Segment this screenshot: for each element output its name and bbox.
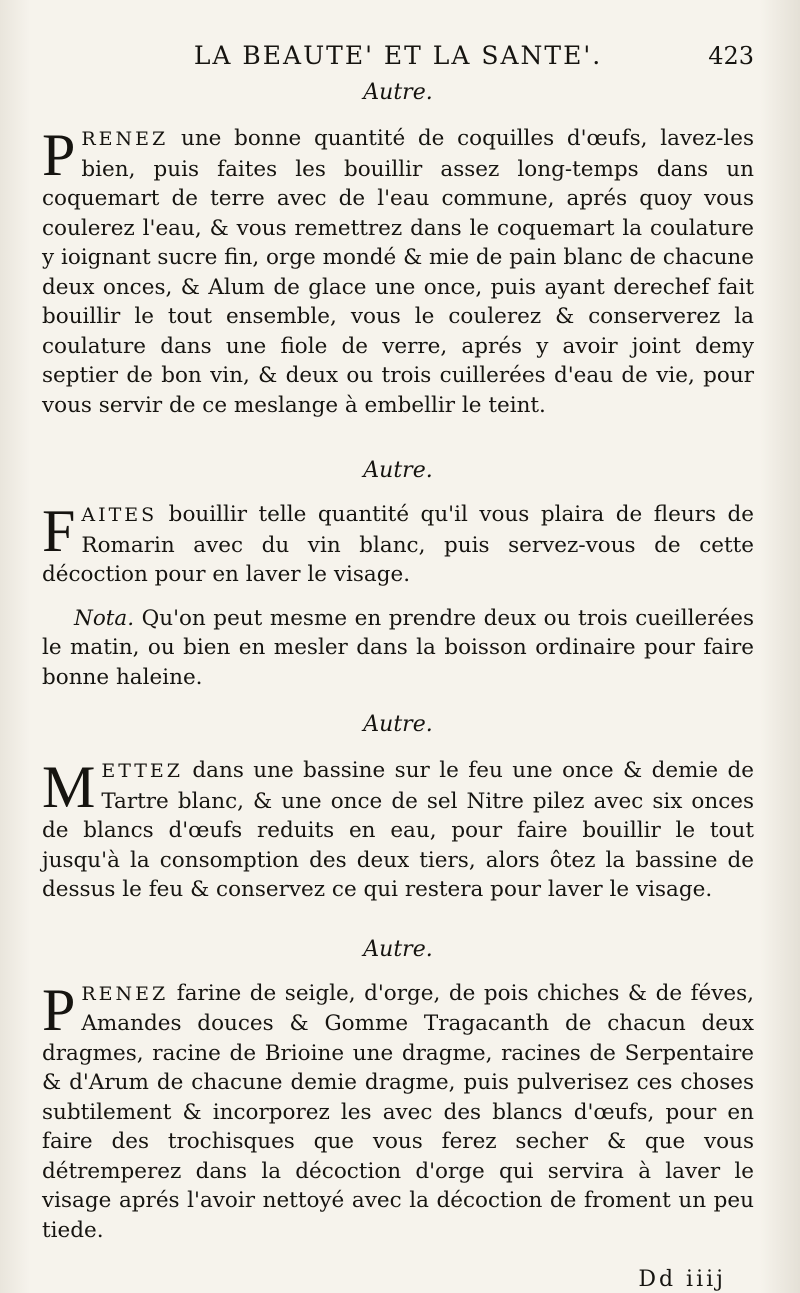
- nota-paragraph: [42, 604, 754, 693]
- recipe-title: Autre.: [363, 458, 433, 483]
- nota-text: Qu'on peut mesme en prendre deux ou trois cueillerées le matin, ou bien en mesler dans la boisson ordinaire pour faire bonne haleine.: [42, 605, 754, 690]
- recipe-paragraph: [42, 976, 754, 1246]
- opening-word: RENEZ: [81, 128, 169, 150]
- recipe-paragraph: [42, 756, 754, 905]
- running-title: LA BEAUTE' ET LA SANTE'.: [193, 41, 603, 70]
- drop-cap: P: [42, 122, 76, 188]
- drop-cap: M: [42, 754, 96, 820]
- opening-word: RENEZ: [81, 982, 169, 1005]
- signature-mark: Dd iiij: [638, 1267, 726, 1292]
- opening-word: AITES: [81, 504, 158, 526]
- recipe-title: Autre.: [363, 936, 433, 962]
- recipe-paragraph: [42, 124, 754, 420]
- recipe-text: dans une bassine sur le feu une once & demie de Tartre blanc, & une once de sel Nitre pilez avec six onces de blancs d'œufs reduits en eau, pour faire bouillir le tout jusqu'à la consomption des deux tiers, alors ôtez la bassine de dessus le feu & conservez ce qui restera pour laver le visage.: [42, 758, 754, 902]
- recipe-text: farine de seigle, d'orge, de pois chiches & de féves, Amandes douces & Gomme Tragacanth de chacun deux dragmes, racine de Brioine une dragme, racines de Serpentaire & d'Arum de chacune demie dragme, puis pulverisez ces choses subtilement & incorporez les avec des blancs d'œufs, pour en faire des trochisques que vous ferez secher & que vous détremperez dans la décoction d'orge qui servira à laver le visage aprés l'avoir nettoyé avec la décoction de froment un peu tiede.: [42, 980, 754, 1243]
- recipe-text: une bonne quantité de coquilles d'œufs, lavez-les bien, puis faites les bouillir assez long-temps dans un coquemart de terre avec de l'eau commune, aprés quoy vous coulerez l'eau, & vous remettrez dans le coquemart la coulature y ioignant sucre fin, orge mondé & mie de pain blanc de chacune deux onces, & Alum de glace une once, puis ayant derechef fait bouillir le tout ensemble, vous le coulerez & conserverez la coulature dans une fiole de verre, aprés y avoir joint demy septier de bon vin, & deux ou trois cuillerées d'eau de vie, pour vous servir de ce meslange à embellir le teint.: [42, 126, 754, 418]
- recipe-paragraph: [42, 500, 754, 590]
- nota-label: Nota.: [74, 605, 135, 631]
- recipe-text: bouillir telle quantité qu'il vous plaira de fleurs de Romarin avec du vin blanc, puis servez-vous de cette décoction pour en laver le visage.: [42, 502, 754, 587]
- recipe-title: Autre.: [363, 80, 433, 105]
- page-number: 423: [708, 42, 754, 70]
- opening-word: ETTEZ: [101, 760, 183, 782]
- drop-cap: P: [42, 976, 76, 1043]
- drop-cap: F: [42, 498, 76, 564]
- running-header: [42, 36, 754, 76]
- recipe-title: Autre.: [363, 712, 433, 737]
